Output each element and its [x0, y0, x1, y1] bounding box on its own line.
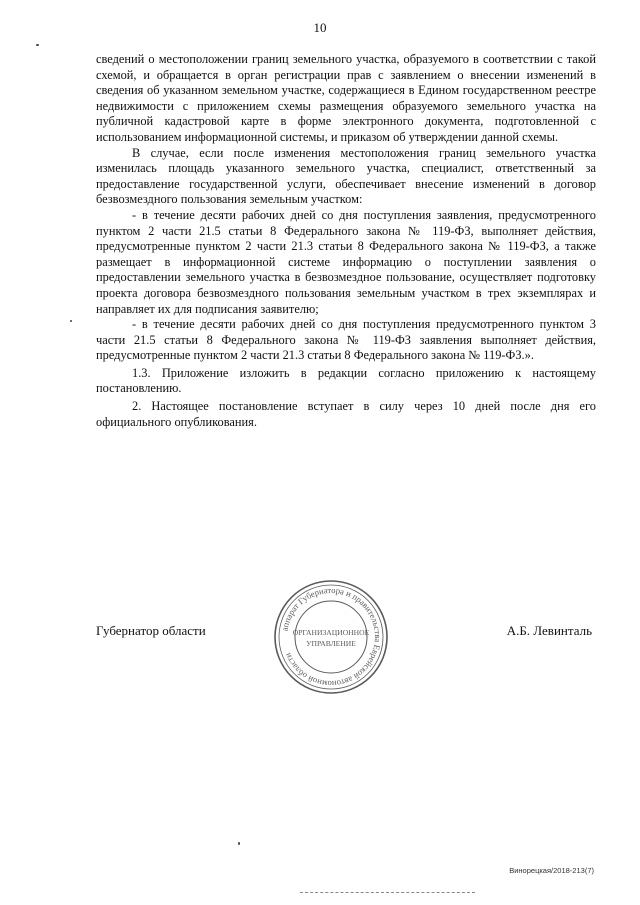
signer-name: А.Б. Левинталь	[506, 623, 592, 638]
official-stamp	[272, 578, 390, 696]
page-number: 10	[313, 20, 327, 35]
stamp-center-line-2: УПРАВЛЕНИЕ	[306, 639, 356, 648]
scan-speck	[238, 842, 240, 845]
stamp-inner-ring	[295, 601, 367, 673]
stamp-outer-ring	[275, 581, 387, 693]
document-body	[96, 52, 596, 430]
paragraph-area-change: В случае, если после изменения местоположения границ земельного участка изменилась площадь указанного земельного участка, специалист, ответственный за предоставление государственной услуги, обеспечивает внесение изменений в договор безвозмездного пользования земельным участком:	[96, 145, 596, 207]
scan-speck	[36, 44, 39, 46]
stamp-graphic	[272, 578, 390, 696]
paragraph-list-item-2: - в течение десяти рабочих дней со дня поступления предусмотренного пунктом 3 части 21.5 статьи 8 Федерального закона № 119-ФЗ заявления выполняет действия, предусмотренные пунктом 2 части 21.3 статьи 8 Федерального закона № 119-ФЗ.».	[96, 317, 596, 363]
paragraph-continuation: сведений о местоположении границ земельного участка, образуемого в соответствии с такой схемой, и обращается в орган регистрации прав с заявлением о внесении изменений в сведения об указанном земельном участке, содержащиеся в Едином государственном реестре недвижимости с приложением схемы размещения образуемого земельного участка на публичной кадастровой карте в форме электронного документа, подготовленной с использованием информационной системы, и приказом об утверждении данной схемы.	[96, 52, 596, 144]
paragraph-list-item-1: - в течение десяти рабочих дней со дня поступления заявления, предусмотренного пунктом 2 части 21.5 статьи 8 Федерального закона № 119-ФЗ, выполняет действия, предусмотренные пунктом 2 части 21.3 статьи 8 Федерального закона № 119-ФЗ, а также размещает в информационной системе информацию о поступлении заявления о предоставлении земельного участка в безвозмездное пользование, осуществляет подготовку проекта договора безвозмездного пользования земельным участком в трех экземплярах и направляет их для подписания заявителю;	[96, 207, 596, 316]
stamp-ring-textpath: аппарат Губернатора и правительства Еврейской автономной области	[279, 584, 384, 690]
document-code: Винорецкая/2018-213(7)	[509, 866, 594, 875]
paragraph-clause-1-3: 1.3. Приложение изложить в редакции согласно приложению к настоящему постановлению.	[96, 365, 596, 396]
signer-title: Губернатор области	[96, 623, 206, 638]
bottom-divider	[300, 892, 475, 893]
paragraph-clause-2: 2. Настоящее постановление вступает в силу через 10 дней после дня его официального опубликования.	[96, 399, 596, 429]
stamp-center-line-1: ОРГАНИЗАЦИОННОЕ	[292, 628, 370, 637]
scan-speck	[70, 320, 72, 322]
